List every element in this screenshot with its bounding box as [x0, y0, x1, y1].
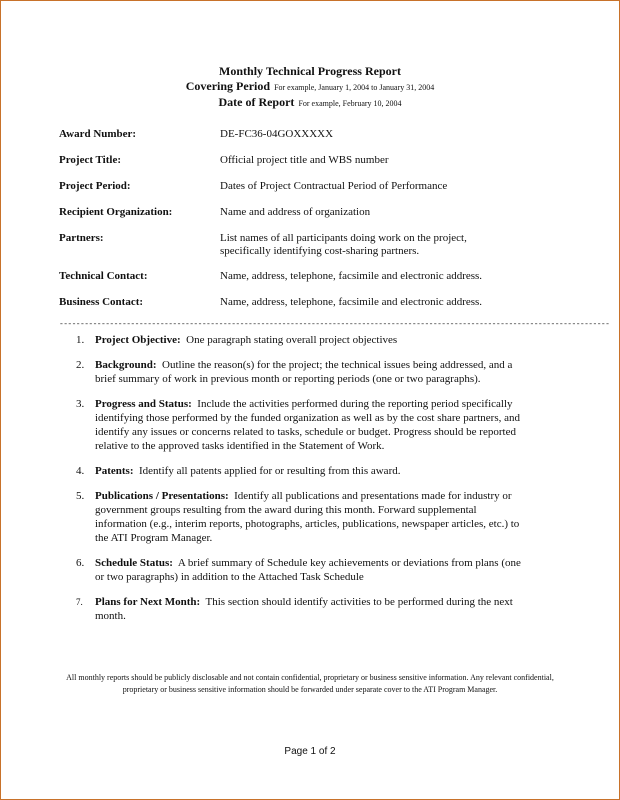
field-value: Name and address of organization	[220, 206, 371, 218]
field-business-contact	[59, 296, 559, 309]
field-value: Dates of Project Contractual Period of Performance	[220, 180, 448, 192]
item-heading: Patents:	[95, 465, 134, 477]
report-title: Monthly Technical Progress Report	[219, 64, 401, 78]
item-text: One paragraph stating overall project objectives	[186, 334, 398, 346]
item-number: 3.	[76, 398, 85, 410]
item-number: 6.	[76, 557, 85, 569]
list-item	[76, 489, 528, 545]
field-recipient-organization	[59, 206, 559, 219]
field-label: Award Number:	[59, 128, 137, 140]
field-value: Name, address, telephone, facsimile and electronic address.	[220, 296, 483, 308]
covering-period-example: For example, January 1, 2004 to January 31, 2004	[274, 83, 435, 92]
item-number: 1.	[76, 334, 85, 346]
field-label: Project Period:	[59, 180, 131, 192]
award-fields	[59, 128, 559, 309]
item-text: Include the activities performed during the reporting period specifically identifying those performed by the funded organization as well as by the cost share partners, and identify any issues or concerns related to tasks, schedule or budget. Progress should be reported relative to the approved tasks identified in the Statement of Work.	[95, 398, 521, 452]
list-item	[76, 397, 528, 453]
field-partners	[59, 232, 559, 258]
item-number: 5.	[76, 490, 85, 502]
item-number: 4.	[76, 465, 85, 477]
item-text: Identify all patents applied for or resulting from this award.	[139, 465, 401, 477]
item-heading: Project Objective:	[95, 334, 181, 346]
list-item	[76, 556, 528, 584]
page-number: Page 1 of 2	[284, 746, 336, 757]
disclosure-footnote: All monthly reports should be publicly disclosable and not contain confidential, proprietary or business sensitive information. Any relevant confidential, proprietary or business sensitive information should be forwarded under separate cover to the ATI Program Manager.	[66, 673, 554, 694]
field-value: DE-FC36-04GOXXXXX	[220, 128, 334, 140]
list-item	[76, 464, 528, 478]
item-heading: Plans for Next Month:	[95, 596, 201, 608]
list-item	[76, 358, 528, 386]
list-item	[76, 333, 528, 347]
report-header	[0, 64, 620, 111]
report-sections-list	[76, 333, 528, 623]
field-label: Business Contact:	[59, 296, 144, 308]
item-heading: Background:	[95, 359, 157, 371]
field-label: Recipient Organization:	[59, 206, 173, 218]
covering-period-line	[0, 79, 620, 95]
field-label: Partners:	[59, 232, 104, 244]
field-label: Project Title:	[59, 154, 122, 166]
item-number: 2.	[76, 359, 85, 371]
field-project-title	[59, 154, 559, 167]
dashed-divider: -----------------------------------------------------------------------------------------------------------------------------------	[59, 320, 610, 329]
field-project-period	[59, 180, 559, 193]
item-number: 7.	[76, 597, 83, 607]
item-text: A brief summary of Schedule key achievements or deviations from plans (one or two paragraphs) in addition to the Attached Task Schedule	[95, 557, 521, 583]
list-item	[76, 595, 528, 623]
item-text: Outline the reason(s) for the project; the technical issues being addressed, and a brief summary of work in previous month or reporting periods (one or two paragraphs).	[95, 359, 513, 385]
item-heading: Publications / Presentations:	[95, 490, 229, 502]
item-text: This section should identify activities to be performed during the next month.	[95, 596, 513, 622]
item-text: Identify all publications and presentations made for industry or government groups resulting from the award during this month. Forward supplemental information (e.g., interim reports, photographs, articles, publications, newspaper articles, etc.) to the ATI Program Manager.	[95, 490, 520, 544]
field-label: Technical Contact:	[59, 270, 148, 282]
field-value: Official project title and WBS number	[220, 154, 389, 166]
item-heading: Progress and Status:	[95, 398, 192, 410]
covering-period-label: Covering Period	[185, 79, 271, 93]
field-value: Name, address, telephone, facsimile and electronic address.	[220, 270, 483, 282]
item-heading: Schedule Status:	[95, 557, 173, 569]
date-of-report-label: Date of Report	[218, 95, 295, 109]
field-award-number	[59, 128, 559, 141]
date-of-report-line	[0, 95, 620, 111]
date-of-report-example: For example, February 10, 2004	[298, 99, 402, 108]
field-technical-contact	[59, 270, 559, 283]
field-value: List names of all participants doing work on the project, specifically identifying cost-sharing partners.	[220, 232, 467, 257]
